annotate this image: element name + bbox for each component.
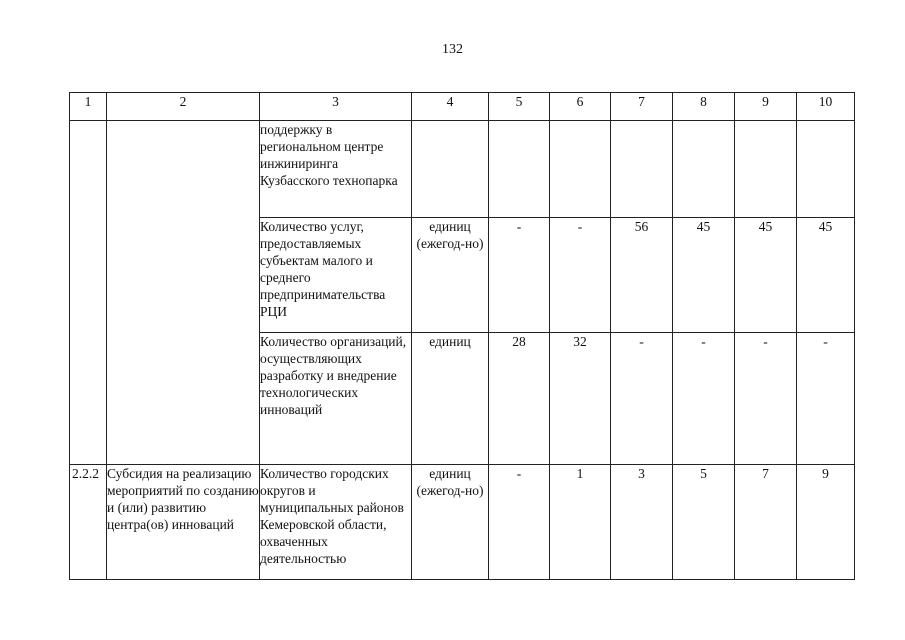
header-cell: 8	[673, 93, 735, 121]
value-cell: -	[489, 218, 550, 333]
value-cell: 5	[673, 465, 735, 580]
value-cell: -	[735, 333, 797, 465]
header-cell: 7	[611, 93, 673, 121]
value-cell: -	[550, 218, 611, 333]
value-cell: 28	[489, 333, 550, 465]
indicator-table	[69, 92, 855, 580]
unit-cell: единиц (ежегод-но)	[412, 218, 489, 333]
indicator-cell: Количество городских округов и муниципальных районов Кемеровской области, охваченных деятельностью	[260, 465, 412, 580]
header-cell: 9	[735, 93, 797, 121]
value-cell	[550, 121, 611, 218]
header-cell: 5	[489, 93, 550, 121]
value-cell: 9	[797, 465, 855, 580]
header-cell: 3	[260, 93, 412, 121]
indicator-cell: Количество организаций, осуществляющих разработку и внедрение технологических инноваций	[260, 333, 412, 465]
value-cell: -	[797, 333, 855, 465]
header-cell: 10	[797, 93, 855, 121]
value-cell: 45	[673, 218, 735, 333]
header-cell: 6	[550, 93, 611, 121]
page-number: 132	[442, 42, 463, 57]
value-cell: 3	[611, 465, 673, 580]
header-row	[70, 93, 855, 121]
value-cell: 45	[735, 218, 797, 333]
unit-cell	[412, 121, 489, 218]
measure-cell	[107, 121, 260, 465]
unit-cell: единиц (ежегод-но)	[412, 465, 489, 580]
value-cell	[611, 121, 673, 218]
header-cell: 1	[70, 93, 107, 121]
value-cell: -	[489, 465, 550, 580]
value-cell	[673, 121, 735, 218]
value-cell: -	[673, 333, 735, 465]
header-cell: 2	[107, 93, 260, 121]
code-cell	[70, 121, 107, 465]
value-cell	[489, 121, 550, 218]
unit-cell: единиц	[412, 333, 489, 465]
code-cell: 2.2.2	[70, 465, 107, 580]
value-cell: 45	[797, 218, 855, 333]
value-cell	[797, 121, 855, 218]
value-cell: 7	[735, 465, 797, 580]
value-cell: 32	[550, 333, 611, 465]
value-cell: -	[611, 333, 673, 465]
indicator-cell: поддержку в региональном центре инжиниринга Кузбасского технопарка	[260, 121, 412, 218]
table-row	[70, 121, 855, 218]
value-cell: 56	[611, 218, 673, 333]
table-row	[70, 465, 855, 580]
header-cell: 4	[412, 93, 489, 121]
value-cell	[735, 121, 797, 218]
value-cell: 1	[550, 465, 611, 580]
indicator-cell: Количество услуг, предоставляемых субъектам малого и среднего предпринимательства РЦИ	[260, 218, 412, 333]
measure-cell: Субсидия на реализацию мероприятий по созданию и (или) развитию центра(ов) инноваций	[107, 465, 260, 580]
